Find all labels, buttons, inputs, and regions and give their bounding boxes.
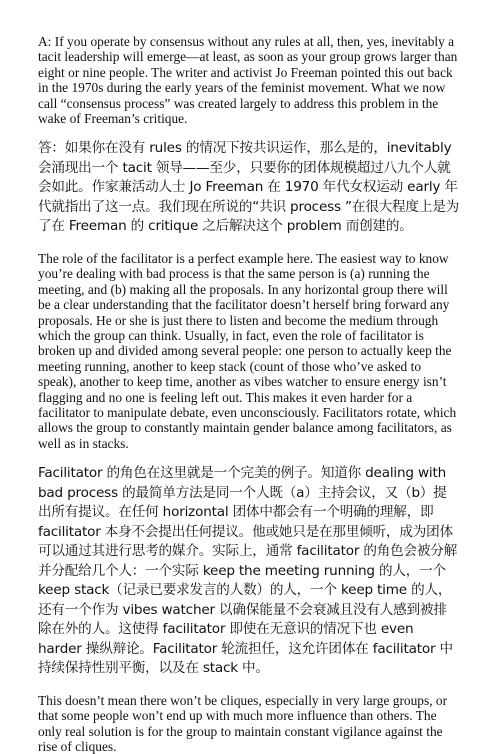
paragraph-english-1: A: If you operate by consensus without any rules at all, then, yes, inevitably a tacit leadership will emerge—at least, as soon as your group grows larger than eight or nine people. The writer and activist Jo Freeman pointed this out back in the 1970s during the early years of the feminist movement. What we now call “consensus process” was created largely to address this problem in the wake of Freeman’s critique.	[38, 34, 458, 127]
paragraph-chinese-1: 答：如果你在没有 rules 的情况下按共识运作，那么是的，inevitably 会涌现出一个 tacit 领导——至少，只要你的团体规模超过八九个人就会如此。作家兼活动人士 Jo Freeman 在 1970 年代女权运动 early 年代就指出了这一点。我们现在所说的“共识 process ”在很大程度上是为了在 Freeman 的 critique 之后解决这个 problem 而创建的。	[38, 140, 460, 235]
paragraph-chinese-2: Facilitator 的角色在这里就是一个完美的例子。知道你 dealing with bad process 的最简单方法是同一个人既（a）主持会议，又（b）提出所有提议。在任何 horizontal 团体中都会有一个明确的理解，即 facilitator 本身不会提出任何提议。他或她只是在那里倾听，成为团体可以通过其进行思考的媒介。实际上，通常 facilitator 的角色会被分解并分配给几个人：一个实际 keep the meeting running 的人，一个 keep stack（记录已要求发言的人数）的人，一个 keep time 的人，还有一个作为 vibes watcher 以确保能量不会衰减且没有人感到被排除在外的人。这使得 facilitator 即使在无意识的情况下也 even harder 操纵辩论。Facilitator 轮流担任，这允许团体在 facilitator 中持续保持性别平衡，以及在 stack 中。	[38, 465, 458, 677]
paragraph-english-3: This doesn’t mean there won’t be cliques, especially in very large groups, or that some people won’t end up with much more influence than others. The only real solution is for the group to maintain constant vigilance against the rise of cliques.	[38, 692, 448, 754]
paragraph-english-2: The role of the facilitator is a perfect example here. The easiest way to know you’re dealing with bad process is that the same person is (a) running the meeting, and (b) making all the proposals. In any horizontal group there will be a clear understanding that the facilitator doesn’t herself bring forward any proposals. He or she is just there to listen and become the medium through which the group can think. Usually, in fact, even the role of facilitator is broken up and divided among several people: one person to actually keep the meeting running, another to keep stack (count of those who’ve asked to speak), another to keep time, another as vibes watcher to ensure energy isn’t flagging and no one is feeling left out. This makes it even harder for a facilitator to manipulate debate, even unconsciously. Facilitators rotate, which allows the group to constantly maintain gender balance among facilitators, as well as in stacks.	[38, 250, 457, 451]
